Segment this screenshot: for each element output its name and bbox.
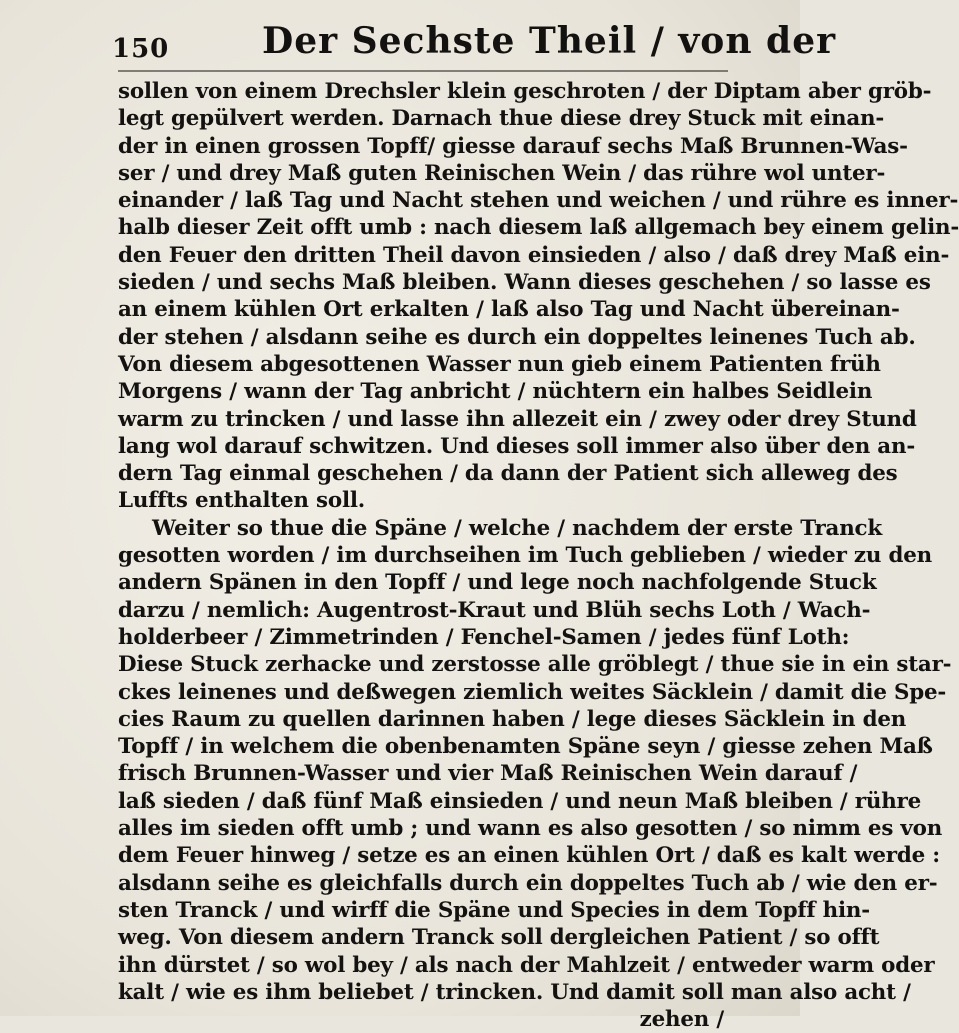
text-line: dem Feuer hinweg / setze es an einen kühlen Ort / daß es kalt werde : [118,843,940,869]
text-line: weg. Von diesem andern Tranck soll dergleichen Patient / so offt [118,925,880,951]
text-line: kalt / wie es ihm beliebet / trincken. Und damit soll man also acht / [118,979,911,1005]
header-rule [118,70,728,72]
text-line: gesotten worden / im durchseihen im Tuch geblieben / wieder zu den [118,543,932,569]
text-line: alles im sieden offt umb ; und wann es also gesotten / so nimm es von [118,816,943,842]
body-text [118,78,959,1033]
text-line: der stehen / alsdann seihe es durch ein doppeltes leinenes Tuch ab. [118,324,916,350]
text-line: sten Tranck / und wirff die Späne und Species in dem Topff hin- [118,897,870,923]
text-line: lang wol darauf schwitzen. Und dieses soll immer also über den an- [118,433,915,459]
text-line: halb dieser Zeit offt umb : nach diesem laß allgemach bey einem gelin- [118,215,959,241]
catchword: zehen / [639,1007,724,1033]
text-line: frisch Brunnen-Wasser und vier Maß Reinischen Wein darauf / [118,761,858,787]
text-line: darzu / nemlich: Augentrost-Kraut und Blüh sechs Loth / Wach- [118,597,871,623]
text-line: Morgens / wann der Tag anbricht / nüchtern ein halbes Seidlein [118,379,873,405]
text-line: laß sieden / daß fünf Maß einsieden / und neun Maß bleiben / rühre [118,788,922,814]
text-line: cies Raum zu quellen darinnen haben / lege dieses Säcklein in den [118,706,907,732]
running-head [112,20,837,76]
text-line: der in einen grossen Topff/ giesse darauf sechs Maß Brunnen-Was- [118,133,908,159]
text-line: ser / und drey Maß guten Reinischen Wein / das rühre wol unter- [118,160,886,186]
text-line: ckes leinenes und deßwegen ziemlich weites Säcklein / damit die Spe- [118,679,947,705]
text-line: sieden / und sechs Maß bleiben. Wann dieses geschehen / so lasse es [118,270,931,296]
text-line: andern Spänen in den Topff / und lege noch nachfolgende Stuck [118,570,877,596]
text-line: Topff / in welchem die obenbenamten Späne seyn / giesse zehen Maß [118,734,933,760]
text-line: ihn dürstet / so wol bey / als nach der Mahlzeit / entweder warm oder [118,952,935,978]
text-line: an einem kühlen Ort erkalten / laß also Tag und Nacht übereinan- [118,297,900,323]
running-title: Der Sechste Theil / von der [262,20,837,62]
text-line: alsdann seihe es gleichfalls durch ein doppeltes Tuch ab / wie den er- [118,870,938,896]
page-number: 150 [112,34,170,64]
text-line: Von diesem abgesottenen Wasser nun gieb einem Patienten früh [118,351,881,377]
text-line: holderbeer / Zimmetrinden / Fenchel-Samen / jedes fünf Loth: [118,624,850,650]
text-line: warm zu trincken / und lasse ihn allezeit ein / zwey oder drey Stund [118,406,917,432]
text-line: Weiter so thue die Späne / welche / nachdem der erste Tranck [152,515,882,541]
text-line: Diese Stuck zerhacke und zerstosse alle gröblegt / thue sie in ein star- [118,652,952,678]
text-line: einander / laß Tag und Nacht stehen und weichen / und rühre es inner- [118,188,959,214]
text-line: legt gepülvert werden. Darnach thue diese drey Stuck mit einan- [118,106,885,132]
text-line: dern Tag einmal geschehen / da dann der Patient sich alleweg des [118,461,898,487]
text-line: Luffts enthalten soll. [118,488,366,514]
text-line: sollen von einem Drechsler klein geschroten / der Diptam aber gröb- [118,79,932,104]
text-line: den Feuer den dritten Theil davon einsieden / also / daß drey Maß ein- [118,242,950,268]
